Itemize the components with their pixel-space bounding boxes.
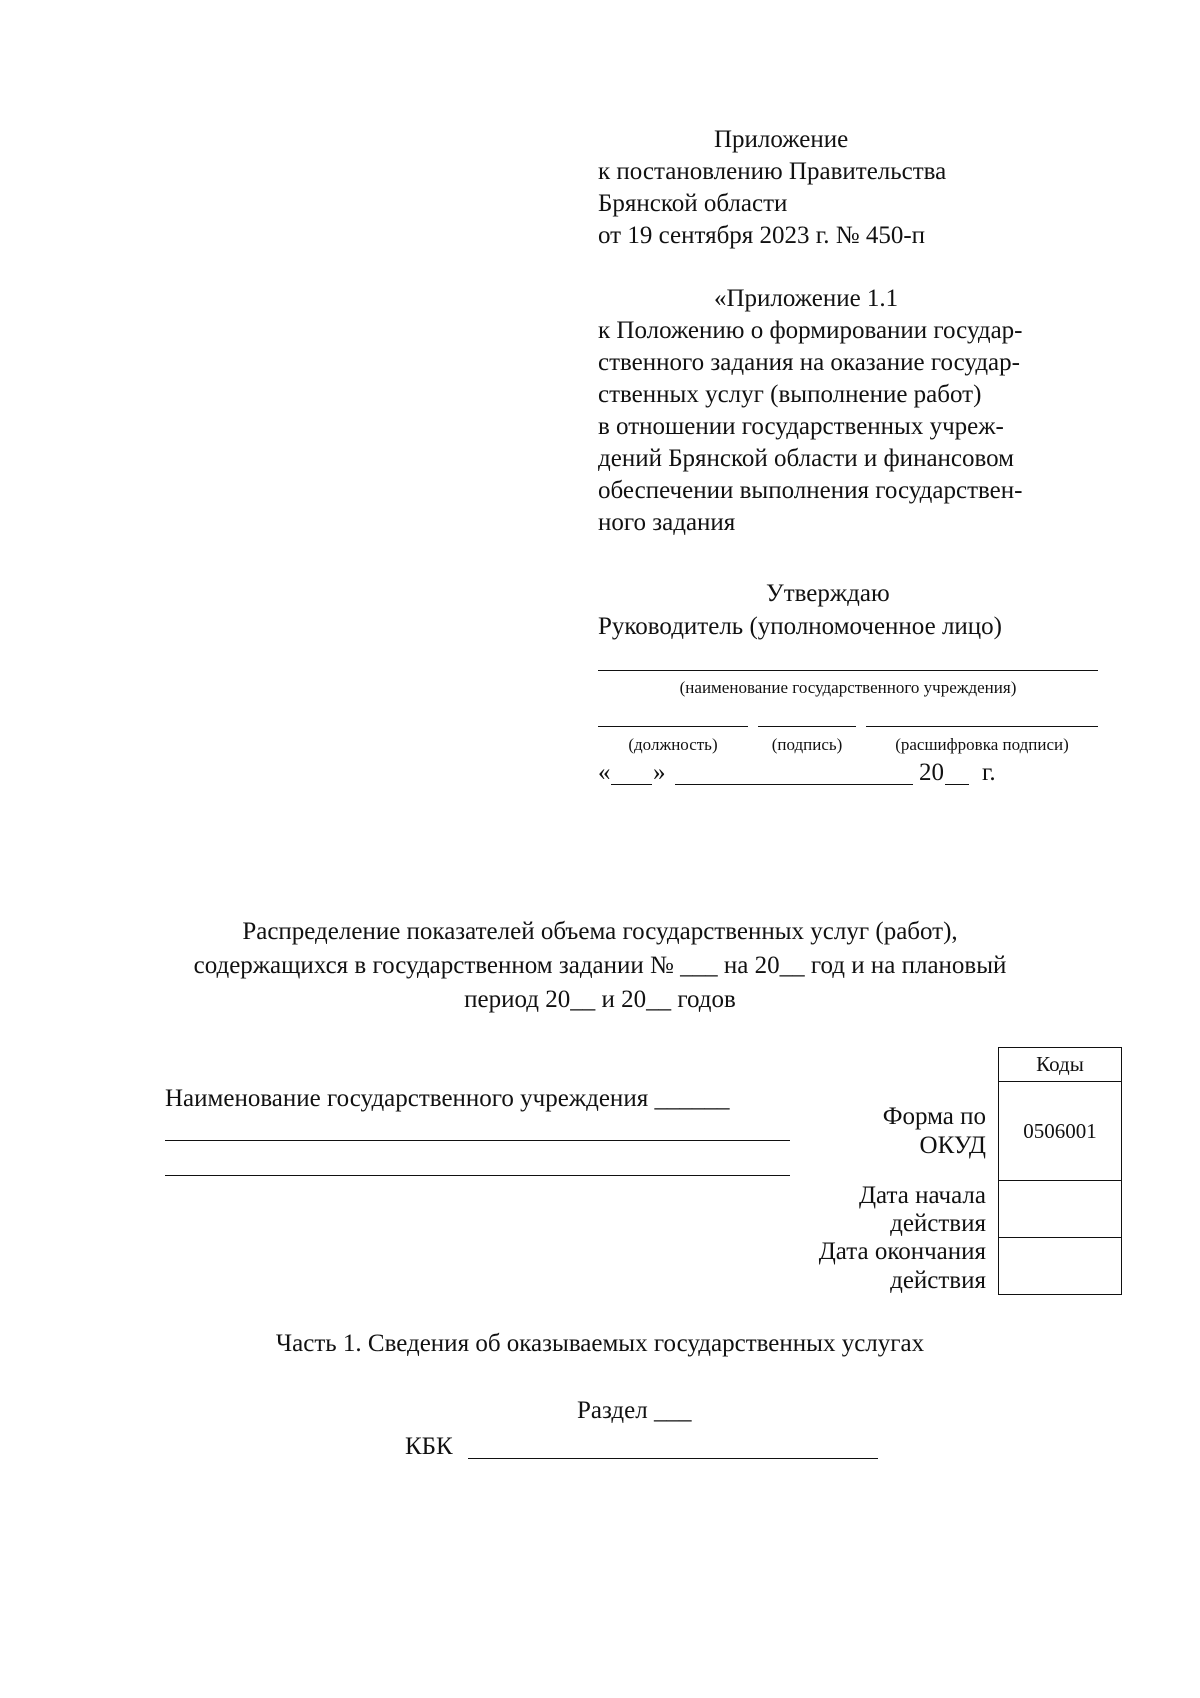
date-open-quote: « bbox=[598, 759, 611, 786]
end-date-cell bbox=[999, 1238, 1122, 1295]
heading-line: период 20__ и 20__ годов bbox=[464, 986, 736, 1013]
institution-label: Наименование государственного учреждения ______ bbox=[165, 1085, 730, 1112]
appendix2-line: в отношении государственных учреж- bbox=[598, 413, 1004, 440]
decoding-line bbox=[866, 726, 1098, 727]
kbk-label: КБК bbox=[405, 1433, 453, 1460]
org-name-caption: (наименование государственного учреждения) bbox=[679, 678, 1017, 697]
appendix-line: к постановлению Правительства bbox=[598, 158, 947, 185]
okud-label: ОКУД bbox=[919, 1132, 986, 1159]
appendix2-line: ственного задания на оказание государ- bbox=[598, 349, 1020, 376]
month-line bbox=[675, 784, 913, 785]
appendix2-line: ственных услуг (выполнение работ) bbox=[598, 381, 982, 408]
appendix-line: Брянской области bbox=[598, 190, 788, 217]
position-caption: (должность) bbox=[628, 735, 718, 754]
year-prefix: 20 bbox=[919, 759, 944, 786]
okud-label: Форма по bbox=[882, 1103, 986, 1130]
section-label: Раздел ___ bbox=[577, 1397, 692, 1424]
approval-title: Утверждаю bbox=[766, 580, 890, 607]
heading-line: Распределение показателей объема государственных услуг (работ), bbox=[242, 918, 958, 945]
part1-heading: Часть 1. Сведения об оказываемых государственных услугах bbox=[275, 1330, 925, 1357]
year-line bbox=[945, 784, 969, 785]
end-date-label: Дата окончания bbox=[818, 1238, 986, 1265]
start-date-cell bbox=[999, 1181, 1122, 1238]
heading-line: содержащихся в государственном задании № ___ на 20__ год и на плановый bbox=[193, 952, 1007, 979]
decoding-caption: (расшифровка подписи) bbox=[895, 735, 1069, 754]
appendix2-line: к Положению о формировании государ- bbox=[598, 317, 1023, 344]
start-date-label: Дата начала bbox=[858, 1182, 986, 1209]
end-date-label: действия bbox=[890, 1267, 986, 1294]
kbk-line bbox=[468, 1458, 878, 1459]
appendix2-title: «Приложение 1.1 bbox=[714, 285, 899, 312]
year-suffix: г. bbox=[982, 759, 996, 786]
institution-line bbox=[165, 1140, 790, 1141]
appendix2-line: дений Брянской области и финансовом bbox=[598, 445, 1014, 472]
institution-line bbox=[165, 1175, 790, 1176]
codes-table bbox=[998, 1047, 1122, 1295]
date-close-quote: » bbox=[653, 759, 666, 786]
org-name-line bbox=[598, 670, 1098, 671]
appendix-date-number: от 19 сентября 2023 г. № 450-п bbox=[598, 222, 926, 249]
codes-header: Коды bbox=[999, 1048, 1122, 1082]
approval-head: Руководитель (уполномоченное лицо) bbox=[598, 613, 1003, 640]
appendix2-line: обеспечении выполнения государствен- bbox=[598, 477, 1023, 504]
appendix2-line: ного задания bbox=[598, 509, 736, 536]
okud-code-cell: 0506001 bbox=[999, 1082, 1122, 1181]
position-line bbox=[598, 726, 748, 727]
day-line bbox=[611, 784, 652, 785]
signature-line bbox=[758, 726, 856, 727]
start-date-label: действия bbox=[890, 1210, 986, 1237]
signature-caption: (подпись) bbox=[771, 735, 843, 754]
appendix-title: Приложение bbox=[714, 126, 849, 153]
